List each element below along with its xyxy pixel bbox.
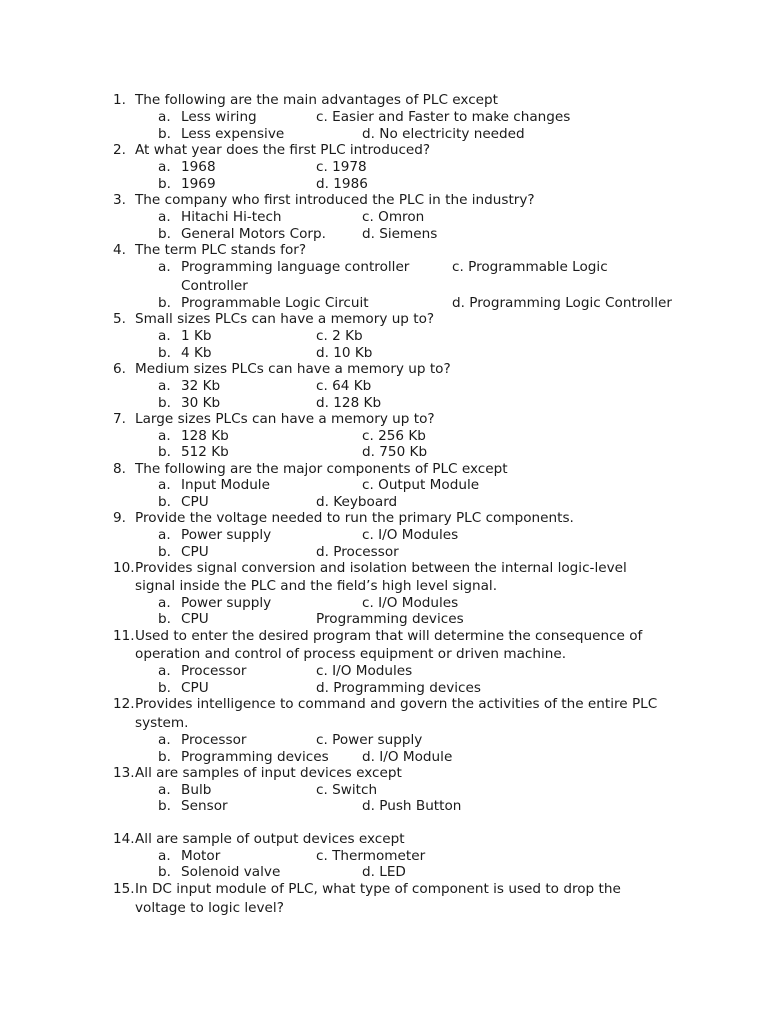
choice-text: CPU <box>181 611 209 627</box>
choice-text: d. Push Button <box>362 798 462 814</box>
choice-text: c. Switch <box>316 782 378 798</box>
choice-text: Hitachi Hi-tech <box>181 209 282 225</box>
choice-text: 1969 <box>181 176 216 192</box>
choice-text: Programmable Logic Circuit <box>181 295 369 311</box>
choice-marker: b. <box>158 395 171 411</box>
choice-text: 1968 <box>181 159 216 175</box>
choice-text: General Motors Corp. <box>181 226 326 242</box>
choice-marker: a. <box>158 428 171 444</box>
choice-marker: a. <box>158 259 171 275</box>
choice-text: c. 1978 <box>316 159 367 175</box>
choice-text: d. 1986 <box>316 176 368 192</box>
question-number: 12. <box>113 696 135 712</box>
question-text: Used to enter the desired program that will determine the consequence of <box>135 628 643 644</box>
choice-marker: a. <box>158 109 171 125</box>
choice-text: c. Thermometer <box>316 848 426 864</box>
choice-text: c. 64 Kb <box>316 378 372 394</box>
question-text: Large sizes PLCs can have a memory up to? <box>135 411 435 427</box>
question-text-continued: signal inside the PLC and the field’s high level signal. <box>135 578 498 594</box>
choice-marker: a. <box>158 848 171 864</box>
choice-text: d. 10 Kb <box>316 345 373 361</box>
choice-text: Solenoid valve <box>181 864 281 880</box>
question-text-continued: voltage to logic level? <box>135 900 284 916</box>
choice-text: c. Power supply <box>316 732 423 748</box>
question-text: Medium sizes PLCs can have a memory up to? <box>135 361 451 377</box>
choice-marker: b. <box>158 494 171 510</box>
choice-text: c. Output Module <box>362 477 480 493</box>
choice-text: c. I/O Modules <box>362 527 459 543</box>
choice-text: Less wiring <box>181 109 257 125</box>
question-text-continued: operation and control of process equipment or driven machine. <box>135 646 567 662</box>
question-number: 1. <box>113 92 126 108</box>
choice-marker: a. <box>158 378 171 394</box>
choice-marker: a. <box>158 732 171 748</box>
choice-text: 30 Kb <box>181 395 221 411</box>
question-number: 2. <box>113 142 126 158</box>
choice-marker: a. <box>158 328 171 344</box>
question-number: 9. <box>113 510 126 526</box>
choice-text: d. Processor <box>316 544 399 560</box>
choice-text: d. Siemens <box>362 226 438 242</box>
choice-marker: b. <box>158 864 171 880</box>
question-number: 13. <box>113 765 135 781</box>
choice-marker: a. <box>158 209 171 225</box>
choice-text: Programming devices <box>316 611 464 627</box>
choice-text: Programming devices <box>181 749 329 765</box>
choice-marker: b. <box>158 680 171 696</box>
choice-marker: a. <box>158 159 171 175</box>
choice-marker: a. <box>158 477 171 493</box>
choice-marker: a. <box>158 782 171 798</box>
question-text: Small sizes PLCs can have a memory up to? <box>135 311 435 327</box>
choice-marker: b. <box>158 444 171 460</box>
question-text: The following are the major components of PLC except <box>135 461 508 477</box>
question-number: 11. <box>113 628 135 644</box>
choice-marker: b. <box>158 749 171 765</box>
choice-marker: b. <box>158 176 171 192</box>
choice-text: Power supply <box>181 595 272 611</box>
choice-text: Motor <box>181 848 221 864</box>
choice-text: Less expensive <box>181 126 285 142</box>
choice-marker: b. <box>158 126 171 142</box>
choice-text: d. 128 Kb <box>316 395 382 411</box>
choice-text: 4 Kb <box>181 345 212 361</box>
choice-text: d. 750 Kb <box>362 444 428 460</box>
choice-text: Input Module <box>181 477 270 493</box>
choice-marker: b. <box>158 295 171 311</box>
choice-text: Bulb <box>181 782 212 798</box>
choice-text: 512 Kb <box>181 444 229 460</box>
choice-text: CPU <box>181 544 209 560</box>
question-text: All are samples of input devices except <box>135 765 402 781</box>
question-text: At what year does the first PLC introduced? <box>135 142 431 158</box>
choice-text: Power supply <box>181 527 272 543</box>
choice-text: d. Programming devices <box>316 680 481 696</box>
choice-text-continued: Controller <box>181 278 248 294</box>
choice-marker: b. <box>158 611 171 627</box>
choice-text: d. LED <box>362 864 406 880</box>
question-number: 4. <box>113 242 126 258</box>
choice-marker: b. <box>158 226 171 242</box>
choice-text: d. Keyboard <box>316 494 398 510</box>
choice-text: d. Programming Logic Controller <box>452 295 672 311</box>
question-number: 6. <box>113 361 126 377</box>
choice-text: c. 256 Kb <box>362 428 426 444</box>
choice-text: CPU <box>181 494 209 510</box>
choice-text: c. 2 Kb <box>316 328 363 344</box>
question-text: The company who first introduced the PLC in the industry? <box>135 192 535 208</box>
question-number: 14. <box>113 831 135 847</box>
choice-text: Programming language controller <box>181 259 410 275</box>
question-text: Provide the voltage needed to run the primary PLC components. <box>135 510 574 526</box>
choice-text: c. Easier and Faster to make changes <box>316 109 571 125</box>
question-number: 8. <box>113 461 126 477</box>
choice-text: Processor <box>181 732 247 748</box>
question-text: Provides intelligence to command and govern the activities of the entire PLC <box>135 696 658 712</box>
choice-text: 128 Kb <box>181 428 229 444</box>
choice-text: 1 Kb <box>181 328 212 344</box>
question-number: 5. <box>113 311 126 327</box>
question-text: Provides signal conversion and isolation between the internal logic-level <box>135 560 627 576</box>
question-number: 15. <box>113 881 135 897</box>
question-text: All are sample of output devices except <box>135 831 405 847</box>
question-text: The following are the main advantages of PLC except <box>135 92 498 108</box>
choice-text: CPU <box>181 680 209 696</box>
choice-text: c. Omron <box>362 209 425 225</box>
choice-text: d. No electricity needed <box>362 126 525 142</box>
choice-marker: a. <box>158 663 171 679</box>
choice-text: 32 Kb <box>181 378 221 394</box>
choice-marker: a. <box>158 595 171 611</box>
question-text-continued: system. <box>135 715 189 731</box>
choice-text: Sensor <box>181 798 228 814</box>
choice-marker: b. <box>158 798 171 814</box>
choice-marker: b. <box>158 544 171 560</box>
choice-text: Processor <box>181 663 247 679</box>
question-number: 7. <box>113 411 126 427</box>
question-text: The term PLC stands for? <box>135 242 307 258</box>
choice-marker: b. <box>158 345 171 361</box>
question-number: 3. <box>113 192 126 208</box>
choice-text: c. I/O Modules <box>362 595 459 611</box>
choice-text: c. I/O Modules <box>316 663 413 679</box>
choice-marker: a. <box>158 527 171 543</box>
choice-text: c. Programmable Logic <box>452 259 608 275</box>
choice-text: d. I/O Module <box>362 749 453 765</box>
question-text: In DC input module of PLC, what type of component is used to drop the <box>135 881 621 897</box>
question-number: 10. <box>113 560 135 576</box>
